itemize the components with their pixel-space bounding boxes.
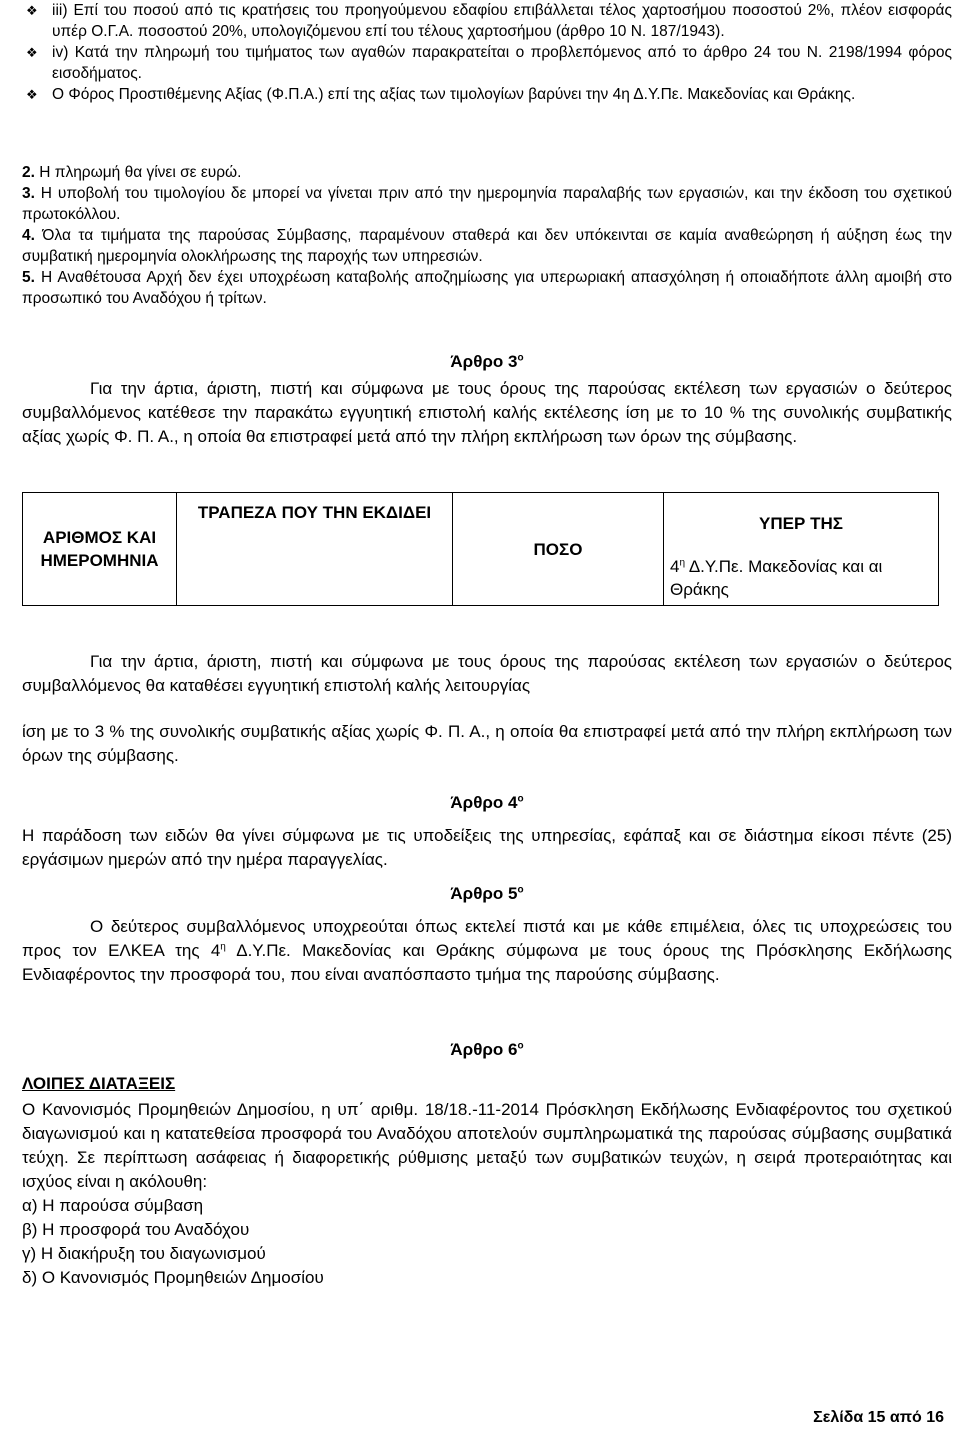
article-4-text: Η παράδοση των ειδών θα γίνει σύμφωνα με τις υποδείξεις της υπηρεσίας, εφάπαξ και σε διάστημα είκοσι πέντε (25) εργάσιμων ημερών από την ημέρα παραγγελίας.	[22, 826, 952, 869]
page-number: Σελίδα 15 από 16	[813, 1409, 944, 1426]
bullet-text: Ο Φόρος Προστιθέμενης Αξίας (Φ.Π.Α.) επί της αξίας των τιμολογίων βαρύνει την 4η Δ.Υ.Πε. Μακεδονίας και Θράκης.	[52, 86, 856, 103]
article-title-text: Άρθρο 6	[450, 1040, 518, 1059]
header-amount: ΠΟΣΟ	[453, 493, 664, 606]
numbered-item	[22, 162, 952, 183]
article-title-sup: ο	[517, 352, 524, 364]
list-item: α) Η παρούσα σύμβαση	[22, 1196, 204, 1215]
article-3-title	[22, 352, 952, 372]
cell-sup: η	[679, 556, 686, 568]
article-5-text-a: Ο δεύτερος συμβαλλόμενος υποχρεούται όπως εκτελεί πιστά και με κάθε επιμέλεια, όλες τις υποχρεώσεις του προς τον ΕΛΚΕΑ της 4	[22, 917, 952, 960]
item-text: Η Αναθέτουσα Αρχή δεν έχει υποχρέωση καταβολής αποζημίωσης για υπερωριακή απασχόληση ή οποιαδήποτε άλλη αμοιβή στο προσωπικό του Αναδόχου ή τρίτων.	[22, 269, 952, 307]
article-title-text: Άρθρο 4	[450, 793, 518, 812]
priority-list	[22, 1194, 952, 1290]
item-text: Η υποβολή του τιμολογίου δε μπορεί να γίνεται πριν από την ημερομηνία παραλαβής των εργασιών, και την έκδοση του σχετικού πρωτοκόλλου.	[22, 185, 952, 223]
article-3-paragraph-1: Για την άρτια, άριστη, πιστή και σύμφωνα με τους όρους της παρούσας εκτέλεση των εργασιών ο δεύτερος συμβαλλόμενος κατέθεσε την παρακάτω εγγυητική επιστολή καλής εκτέλεσης ίση με το 10 % της συνολικής συμβατικής αξίας χωρίς Φ. Π. Α., η οποία θα επιστραφεί μετά από την πλήρη εκπλήρωση των όρων της σύμβασης.	[22, 379, 952, 446]
numbered-item	[22, 267, 952, 309]
article-title-text: Άρθρο 5	[450, 884, 518, 903]
header-beneficiary: ΥΠΕΡ ΤΗΣ	[664, 493, 939, 555]
bullet-list	[22, 0, 952, 105]
header-bank: ΤΡΑΠΕΖΑ ΠΟΥ ΤΗΝ ΕΚΔΙΔΕΙ	[177, 493, 453, 606]
bullet-text: iv) Κατά την πληρωμή του τιμήματος των αγαθών παρακρατείται ο προβλεπόμενος από το άρθρο 24 του Ν. 2198/1994 φόρος εισοδήματος.	[52, 44, 952, 82]
cell-number: 4	[670, 556, 680, 576]
article-6-title	[22, 1040, 952, 1060]
article-3-paragraph-2a: Για την άρτια, άριστη, πιστή και σύμφωνα με τους όρους της παρούσας εκτέλεση των εργασιών ο δεύτερος συμβαλλόμενος θα καταθέσει εγγυητική επιστολή καλής λειτουργίας	[22, 652, 952, 695]
bullet-text: iii) Επί του ποσού από τις κρατήσεις του προηγούμενου εδαφίου επιβάλλεται τέλος χαρτοσήμου ποσοστού 2%, πλέον εισφοράς υπέρ Ο.Γ.Α. ποσοστού 20%, υπολογιζόμενου επί του τέλους χαρτοσήμου (άρθρο 10 Ν. 187/1943).	[52, 2, 952, 40]
item-text: Η πληρωμή θα γίνει σε ευρώ.	[34, 164, 242, 181]
article-5-text-b: Δ.Υ.Πε. Μακεδονίας και Θράκης σύμφωνα με τους όρους της Πρόσκλησης Εκδήλωσης Ενδιαφέροντος την προσφορά του, που είναι αναπόσπαστο τμήμα της παρούσης σύμβασης.	[22, 941, 952, 984]
four-diamond-bullet-icon: ❖	[26, 3, 38, 18]
guarantee-table	[22, 492, 939, 606]
article-4-title	[22, 793, 952, 813]
article-5-sup: η	[220, 941, 226, 953]
bullet-item	[22, 42, 952, 84]
article-6-text: Ο Κανονισμός Προμηθειών Δημοσίου, η υπ΄ αριθμ. 18/18.-11-2014 Πρόσκληση Εκδήλωσης Ενδιαφέροντος του σχετικού διαγωνισμού και η κατατεθείσα προσφορά του Αναδόχου αποτελούν συμπληρωματικά της παρούσας σύμβασης συμβατικά τεύχη. Σε περίπτωση ασάφειας ή διαφορετικής ρύθμισης μεταξύ των συμβατικών τευχών, η σειρά προτεραιότητας και ισχύος είναι η ακόλουθη:	[22, 1100, 952, 1191]
item-number: 4.	[22, 227, 35, 244]
article-5-title	[22, 884, 952, 904]
article-title-sup: ο	[517, 793, 524, 805]
bullet-item	[22, 0, 952, 42]
cell-text: Δ.Υ.Πε. Μακεδονίας και αι Θράκης	[670, 556, 883, 599]
numbered-list	[22, 162, 952, 309]
bullet-item	[22, 84, 952, 105]
numbered-item	[22, 225, 952, 267]
article-3-paragraph-2b: ίση με το 3 % της συνολικής συμβατικής αξίας χωρίς Φ. Π. Α., η οποία θα επιστραφεί μετά από την πλήρη εκπλήρωση των όρων της σύμβασης.	[22, 722, 952, 765]
article-title-sup: ο	[517, 1040, 524, 1052]
four-diamond-bullet-icon: ❖	[26, 45, 38, 60]
table-header-row	[23, 493, 939, 555]
list-item: β) Η προσφορά του Αναδόχου	[22, 1220, 250, 1239]
numbered-item	[22, 183, 952, 225]
article-6-heading: ΛΟΙΠΕΣ ΔΙΑΤΑΞΕΙΣ	[22, 1074, 176, 1093]
beneficiary-cell	[664, 555, 939, 606]
item-number: 5.	[22, 269, 35, 286]
item-number: 2.	[22, 164, 35, 181]
list-item: γ) Η διακήρυξη του διαγωνισμού	[22, 1244, 266, 1263]
article-5-text	[22, 915, 952, 987]
list-item: δ) Ο Κανονισμός Προμηθειών Δημοσίου	[22, 1268, 324, 1287]
article-title-text: Άρθρο 3	[450, 352, 518, 371]
header-number-date: ΑΡΙΘΜΟΣ ΚΑΙ ΗΜΕΡΟΜΗΝΙΑ	[23, 493, 177, 606]
item-number: 3.	[22, 185, 35, 202]
item-text: Όλα τα τιμήματα της παρούσας Σύμβασης, παραμένουν σταθερά και δεν υπόκεινται σε καμία αναθεώρηση ή αύξηση έως την συμβατική ημερομηνία ολοκλήρωσης της παροχής των υπηρεσιών.	[22, 227, 952, 265]
article-title-sup: ο	[517, 884, 524, 896]
four-diamond-bullet-icon: ❖	[26, 87, 38, 102]
